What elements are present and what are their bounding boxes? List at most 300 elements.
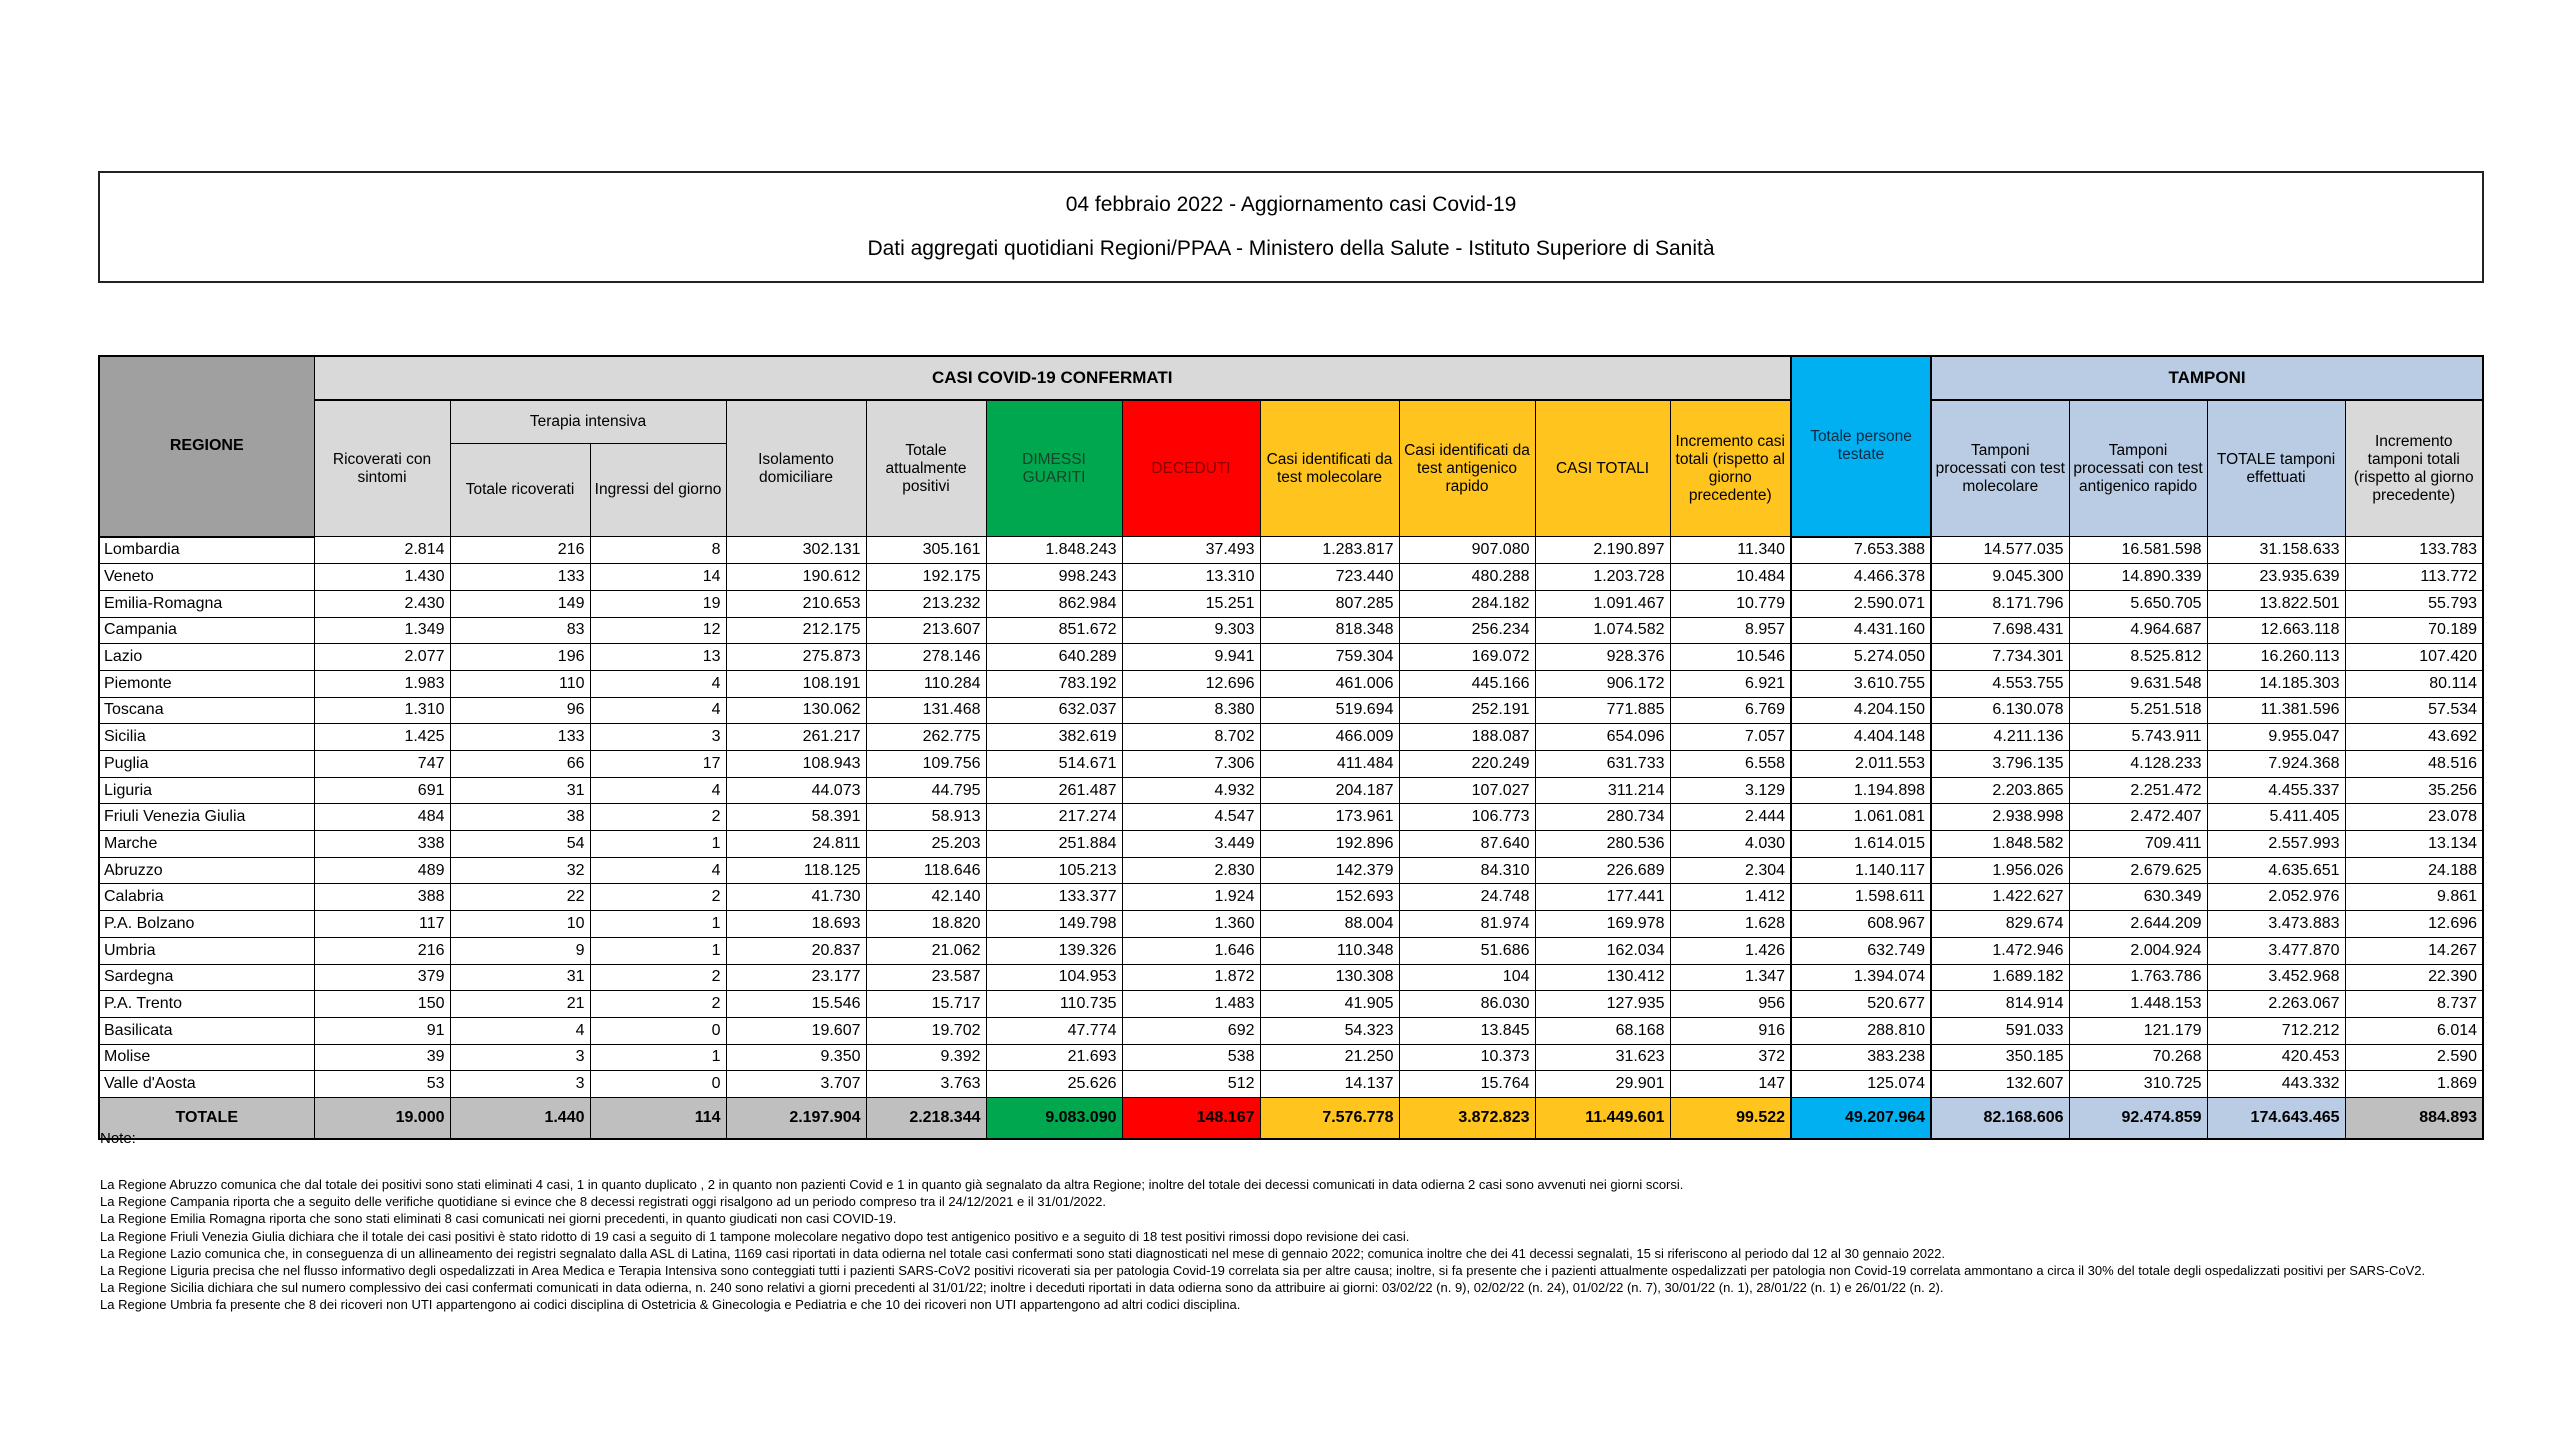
value-cell: 379 [314, 964, 450, 991]
value-cell: 55.793 [2345, 590, 2483, 617]
total-value-cell: 2.218.344 [866, 1097, 986, 1139]
page-subtitle: Dati aggregati quotidiani Regioni/PPAA - Ministero della Salute - Istituto Superiore di Sanità [867, 237, 1715, 260]
value-cell: 252.191 [1399, 697, 1535, 724]
value-cell: 288.810 [1791, 1017, 1931, 1044]
value-cell: 0 [590, 1017, 726, 1044]
value-cell: 84.310 [1399, 857, 1535, 884]
value-cell: 188.087 [1399, 724, 1535, 751]
value-cell: 278.146 [866, 644, 986, 671]
value-cell: 302.131 [726, 537, 866, 564]
column-header-attualmente-positivi: Totale attualmente positivi [866, 400, 986, 537]
value-cell: 8.957 [1670, 617, 1791, 644]
value-cell: 9.861 [2345, 884, 2483, 911]
value-cell: 4.635.651 [2207, 857, 2345, 884]
title-box [98, 171, 2484, 283]
table-row [99, 670, 2483, 697]
value-cell: 23.935.639 [2207, 564, 2345, 591]
value-cell: 106.773 [1399, 804, 1535, 831]
region-cell: Veneto [99, 564, 314, 591]
value-cell: 1.412 [1670, 884, 1791, 911]
value-cell: 8.380 [1122, 697, 1260, 724]
total-value-cell: 92.474.859 [2069, 1097, 2207, 1139]
value-cell: 2.472.407 [2069, 804, 2207, 831]
value-cell: 38 [450, 804, 590, 831]
value-cell: 22 [450, 884, 590, 911]
value-cell: 2.644.209 [2069, 911, 2207, 938]
region-cell: Lombardia [99, 537, 314, 564]
table-row [99, 697, 2483, 724]
value-cell: 783.192 [986, 670, 1122, 697]
value-cell: 9.631.548 [2069, 670, 2207, 697]
value-cell: 31.623 [1535, 1044, 1670, 1071]
value-cell: 5.251.518 [2069, 697, 2207, 724]
value-cell: 519.694 [1260, 697, 1399, 724]
value-cell: 338 [314, 831, 450, 858]
value-cell: 1.310 [314, 697, 450, 724]
value-cell: 133.783 [2345, 537, 2483, 564]
value-cell: 149 [450, 590, 590, 617]
value-cell: 591.033 [1931, 1017, 2069, 1044]
value-cell: 383.238 [1791, 1044, 1931, 1071]
value-cell: 16.260.113 [2207, 644, 2345, 671]
value-cell: 10.484 [1670, 564, 1791, 591]
value-cell: 829.674 [1931, 911, 2069, 938]
value-cell: 14.185.303 [2207, 670, 2345, 697]
value-cell: 1.646 [1122, 937, 1260, 964]
value-cell: 130.412 [1535, 964, 1670, 991]
value-cell: 23.587 [866, 964, 986, 991]
value-cell: 1.203.728 [1535, 564, 1670, 591]
value-cell: 21.062 [866, 937, 986, 964]
value-cell: 10.779 [1670, 590, 1791, 617]
value-cell: 1.347 [1670, 964, 1791, 991]
value-cell: 125.074 [1791, 1071, 1931, 1098]
value-cell: 96 [450, 697, 590, 724]
value-cell: 372 [1670, 1044, 1791, 1071]
value-cell: 212.175 [726, 617, 866, 644]
value-cell: 117 [314, 911, 450, 938]
note-line: La Regione Umbria fa presente che 8 dei ricoveri non UTI appartengono ai codici disciplina di Ostetricia & Ginecologia e Pediatria e che 10 dei ricoveri non UTI appartengono ad altri codici disciplina. [100, 1297, 1241, 1313]
value-cell: 10.373 [1399, 1044, 1535, 1071]
value-cell: 6.130.078 [1931, 697, 2069, 724]
value-cell: 53 [314, 1071, 450, 1098]
value-cell: 13.822.501 [2207, 590, 2345, 617]
value-cell: 149.798 [986, 911, 1122, 938]
value-cell: 814.914 [1931, 991, 2069, 1018]
region-cell: Toscana [99, 697, 314, 724]
value-cell: 13.134 [2345, 831, 2483, 858]
value-cell: 3 [450, 1044, 590, 1071]
value-cell: 538 [1122, 1044, 1260, 1071]
value-cell: 280.734 [1535, 804, 1670, 831]
value-cell: 32 [450, 857, 590, 884]
value-cell: 130.308 [1260, 964, 1399, 991]
note-line: La Regione Lazio comunica che, in conseguenza di un allineamento dei registri segnalato dalla ASL di Latina, 1169 casi riportati in data odierna nel totale casi confermati sono stati diagnosticati nel mese di gennaio 2022; comunica inoltre che dei 41 decessi segnalati, 15 si riferiscono al periodo dal 12 al 30 gennaio 2022. [100, 1245, 1946, 1261]
value-cell: 14.137 [1260, 1071, 1399, 1098]
table-row [99, 804, 2483, 831]
value-cell: 6.014 [2345, 1017, 2483, 1044]
value-cell: 484 [314, 804, 450, 831]
value-cell: 709.411 [2069, 831, 2207, 858]
value-cell: 2 [590, 804, 726, 831]
value-cell: 118.646 [866, 857, 986, 884]
value-cell: 2.251.472 [2069, 777, 2207, 804]
value-cell: 747 [314, 751, 450, 778]
value-cell: 9.941 [1122, 644, 1260, 671]
value-cell: 4.404.148 [1791, 724, 1931, 751]
value-cell: 514.671 [986, 751, 1122, 778]
value-cell: 512 [1122, 1071, 1260, 1098]
value-cell: 17 [590, 751, 726, 778]
value-cell: 8.737 [2345, 991, 2483, 1018]
value-cell: 4 [590, 670, 726, 697]
value-cell: 88.004 [1260, 911, 1399, 938]
value-cell: 2.430 [314, 590, 450, 617]
value-cell: 12.663.118 [2207, 617, 2345, 644]
total-value-cell: 99.522 [1670, 1097, 1791, 1139]
value-cell: 1.426 [1670, 937, 1791, 964]
value-cell: 2.938.998 [1931, 804, 2069, 831]
value-cell: 217.274 [986, 804, 1122, 831]
column-header-regione: REGIONE [99, 356, 314, 537]
value-cell: 0 [590, 1071, 726, 1098]
value-cell: 8.171.796 [1931, 590, 2069, 617]
value-cell: 58.913 [866, 804, 986, 831]
value-cell: 25.626 [986, 1071, 1122, 1098]
value-cell: 107.420 [2345, 644, 2483, 671]
note-line: La Regione Abruzzo comunica che dal totale dei positivi sono stati eliminati 4 casi, 1 in quanto duplicato , 2 in quanto non pazienti Covid e 1 in quanto già segnalato da altra Regione; inoltre del totale dei decessi comunicati in data odierna 2 casi sono avvenuti nei giorni scorsi. [100, 1177, 1684, 1192]
value-cell: 262.775 [866, 724, 986, 751]
total-value-cell: 11.449.601 [1535, 1097, 1670, 1139]
total-value-cell: 49.207.964 [1791, 1097, 1931, 1139]
value-cell: 461.006 [1260, 670, 1399, 697]
value-cell: 169.072 [1399, 644, 1535, 671]
value-cell: 121.179 [2069, 1017, 2207, 1044]
value-cell: 712.212 [2207, 1017, 2345, 1044]
value-cell: 190.612 [726, 564, 866, 591]
value-cell: 105.213 [986, 857, 1122, 884]
value-cell: 5.650.705 [2069, 590, 2207, 617]
value-cell: 608.967 [1791, 911, 1931, 938]
value-cell: 1.349 [314, 617, 450, 644]
band-casi-confermati: CASI COVID-19 CONFERMATI [314, 356, 1791, 400]
value-cell: 104.953 [986, 964, 1122, 991]
value-cell: 213.232 [866, 590, 986, 617]
value-cell: 916 [1670, 1017, 1791, 1044]
value-cell: 2.590.071 [1791, 590, 1931, 617]
value-cell: 1.924 [1122, 884, 1260, 911]
value-cell: 133 [450, 564, 590, 591]
column-header-tamponi-antigenico: Tamponi processati con test antigenico rapido [2069, 400, 2207, 537]
column-header-terapia-ingressi: Ingressi del giorno [590, 444, 726, 537]
value-cell: 11.381.596 [2207, 697, 2345, 724]
value-cell: 130.062 [726, 697, 866, 724]
value-cell: 147 [1670, 1071, 1791, 1098]
table-row [99, 537, 2483, 564]
value-cell: 1.872 [1122, 964, 1260, 991]
value-cell: 48.516 [2345, 751, 2483, 778]
value-cell: 9.955.047 [2207, 724, 2345, 751]
value-cell: 3.796.135 [1931, 751, 2069, 778]
value-cell: 104 [1399, 964, 1535, 991]
value-cell: 1.360 [1122, 911, 1260, 938]
value-cell: 1.848.582 [1931, 831, 2069, 858]
value-cell: 2 [590, 964, 726, 991]
value-cell: 2.203.865 [1931, 777, 2069, 804]
column-header-ricoverati-sintomi: Ricoverati con sintomi [314, 400, 450, 537]
value-cell: 7.653.388 [1791, 537, 1931, 564]
value-cell: 818.348 [1260, 617, 1399, 644]
value-cell: 280.536 [1535, 831, 1670, 858]
value-cell: 4.932 [1122, 777, 1260, 804]
value-cell: 54 [450, 831, 590, 858]
note-line: La Regione Friuli Venezia Giulia dichiara che il totale dei casi positivi è stato ridotto di 19 casi a seguito di 1 tampone molecolare negativo dopo test antigenico positivo e a seguito di 18 test positivi rimossi dopo revisione dei casi. [100, 1228, 1410, 1244]
value-cell: 31.158.633 [2207, 537, 2345, 564]
value-cell: 24.188 [2345, 857, 2483, 884]
column-header-tamponi-totale: TOTALE tamponi effettuati [2207, 400, 2345, 537]
value-cell: 3.477.870 [2207, 937, 2345, 964]
group-header-terapia-intensiva: Terapia intensiva [450, 400, 726, 444]
region-cell: Lazio [99, 644, 314, 671]
value-cell: 2.052.976 [2207, 884, 2345, 911]
table-row [99, 1044, 2483, 1071]
value-cell: 108.191 [726, 670, 866, 697]
value-cell: 9.303 [1122, 617, 1260, 644]
value-cell: 851.672 [986, 617, 1122, 644]
value-cell: 1.448.153 [2069, 991, 2207, 1018]
value-cell: 2.304 [1670, 857, 1791, 884]
value-cell: 1.598.611 [1791, 884, 1931, 911]
value-cell: 150 [314, 991, 450, 1018]
value-cell: 2.814 [314, 537, 450, 564]
value-cell: 37.493 [1122, 537, 1260, 564]
value-cell: 23.078 [2345, 804, 2483, 831]
table-row [99, 857, 2483, 884]
value-cell: 25.203 [866, 831, 986, 858]
value-cell: 1.628 [1670, 911, 1791, 938]
region-cell: Molise [99, 1044, 314, 1071]
value-cell: 11.340 [1670, 537, 1791, 564]
value-cell: 466.009 [1260, 724, 1399, 751]
value-cell: 7.734.301 [1931, 644, 2069, 671]
region-cell: Basilicata [99, 1017, 314, 1044]
value-cell: 8.525.812 [2069, 644, 2207, 671]
value-cell: 35.256 [2345, 777, 2483, 804]
value-cell: 928.376 [1535, 644, 1670, 671]
value-cell: 6.769 [1670, 697, 1791, 724]
value-cell: 489 [314, 857, 450, 884]
region-cell: Calabria [99, 884, 314, 911]
total-value-cell: 3.872.823 [1399, 1097, 1535, 1139]
value-cell: 12.696 [2345, 911, 2483, 938]
value-cell: 723.440 [1260, 564, 1399, 591]
value-cell: 12 [590, 617, 726, 644]
value-cell: 2.190.897 [1535, 537, 1670, 564]
total-value-cell: 82.168.606 [1931, 1097, 2069, 1139]
value-cell: 1.483 [1122, 991, 1260, 1018]
column-header-tamponi-molecolare: Tamponi processati con test molecolare [1931, 400, 2069, 537]
table-row [99, 964, 2483, 991]
value-cell: 2.444 [1670, 804, 1791, 831]
value-cell: 192.896 [1260, 831, 1399, 858]
value-cell: 7.057 [1670, 724, 1791, 751]
value-cell: 21.693 [986, 1044, 1122, 1071]
value-cell: 251.884 [986, 831, 1122, 858]
total-value-cell: 7.576.778 [1260, 1097, 1399, 1139]
value-cell: 41.905 [1260, 991, 1399, 1018]
value-cell: 261.217 [726, 724, 866, 751]
table-row [99, 991, 2483, 1018]
value-cell: 1.091.467 [1535, 590, 1670, 617]
value-cell: 20.837 [726, 937, 866, 964]
value-cell: 9.045.300 [1931, 564, 2069, 591]
value-cell: 382.619 [986, 724, 1122, 751]
total-value-cell: 114 [590, 1097, 726, 1139]
region-cell: P.A. Trento [99, 991, 314, 1018]
value-cell: 54.323 [1260, 1017, 1399, 1044]
value-cell: 142.379 [1260, 857, 1399, 884]
total-value-cell: 148.167 [1122, 1097, 1260, 1139]
value-cell: 19.702 [866, 1017, 986, 1044]
value-cell: 350.185 [1931, 1044, 2069, 1071]
value-cell: 4.455.337 [2207, 777, 2345, 804]
value-cell: 445.166 [1399, 670, 1535, 697]
value-cell: 1.869 [2345, 1071, 2483, 1098]
note-line: La Regione Emilia Romagna riporta che sono stati eliminati 8 casi comunicati nei giorni precedenti, in quanto giudicati non casi COVID-19. [100, 1211, 897, 1227]
table-row [99, 911, 2483, 938]
value-cell: 4.128.233 [2069, 751, 2207, 778]
value-cell: 4 [450, 1017, 590, 1044]
value-cell: 213.607 [866, 617, 986, 644]
value-cell: 173.961 [1260, 804, 1399, 831]
value-cell: 2.011.553 [1791, 751, 1931, 778]
table-body [99, 537, 2483, 1139]
value-cell: 204.187 [1260, 777, 1399, 804]
value-cell: 640.289 [986, 644, 1122, 671]
note-line: La Regione Sicilia dichiara che sul numero complessivo dei casi confermati comunicati in data odierna, n. 240 sono relativi a giorni precedenti al 31/01/22; inoltre i deceduti riportati in data odierna sono da attribuire ai giorni: 03/02/22 (n. 9), 02/02/22 (n. 24), 01/02/22 (n. 7), 30/01/22 (n. 1), 28/01/22 (n. 1) e 26/01/22 (n. 2). [100, 1280, 1944, 1296]
value-cell: 10.546 [1670, 644, 1791, 671]
value-cell: 3.452.968 [2207, 964, 2345, 991]
value-cell: 4.204.150 [1791, 697, 1931, 724]
column-header-dimessi-guariti: DIMESSI GUARITI [986, 400, 1122, 537]
value-cell: 216 [450, 537, 590, 564]
value-cell: 14.267 [2345, 937, 2483, 964]
value-cell: 1.689.182 [1931, 964, 2069, 991]
value-cell: 1.283.817 [1260, 537, 1399, 564]
value-cell: 9.392 [866, 1044, 986, 1071]
table-row [99, 724, 2483, 751]
value-cell: 862.984 [986, 590, 1122, 617]
value-cell: 807.285 [1260, 590, 1399, 617]
value-cell: 3.610.755 [1791, 670, 1931, 697]
value-cell: 2.077 [314, 644, 450, 671]
region-cell: P.A. Bolzano [99, 911, 314, 938]
value-cell: 220.249 [1399, 751, 1535, 778]
value-cell: 1.140.117 [1791, 857, 1931, 884]
value-cell: 3.473.883 [2207, 911, 2345, 938]
value-cell: 6.558 [1670, 751, 1791, 778]
value-cell: 131.468 [866, 697, 986, 724]
column-header-casi-totali: CASI TOTALI [1535, 400, 1670, 537]
value-cell: 4.964.687 [2069, 617, 2207, 644]
value-cell: 632.037 [986, 697, 1122, 724]
value-cell: 15.764 [1399, 1071, 1535, 1098]
value-cell: 1.848.243 [986, 537, 1122, 564]
value-cell: 1.074.582 [1535, 617, 1670, 644]
value-cell: 14 [590, 564, 726, 591]
value-cell: 86.030 [1399, 991, 1535, 1018]
region-cell: Campania [99, 617, 314, 644]
table-row [99, 617, 2483, 644]
value-cell: 139.326 [986, 937, 1122, 964]
table-row [99, 564, 2483, 591]
value-cell: 654.096 [1535, 724, 1670, 751]
value-cell: 51.686 [1399, 937, 1535, 964]
value-cell: 480.288 [1399, 564, 1535, 591]
value-cell: 110.284 [866, 670, 986, 697]
value-cell: 110.735 [986, 991, 1122, 1018]
value-cell: 152.693 [1260, 884, 1399, 911]
value-cell: 13.310 [1122, 564, 1260, 591]
value-cell: 10 [450, 911, 590, 938]
region-cell: Piemonte [99, 670, 314, 697]
value-cell: 906.172 [1535, 670, 1670, 697]
value-cell: 256.234 [1399, 617, 1535, 644]
value-cell: 169.978 [1535, 911, 1670, 938]
value-cell: 5.743.911 [2069, 724, 2207, 751]
total-value-cell: 1.440 [450, 1097, 590, 1139]
column-header-incremento-tamponi: Incremento tamponi totali (rispetto al giorno precedente) [2345, 400, 2483, 537]
region-cell: Puglia [99, 751, 314, 778]
value-cell: 14.890.339 [2069, 564, 2207, 591]
value-cell: 127.935 [1535, 991, 1670, 1018]
value-cell: 7.924.368 [2207, 751, 2345, 778]
value-cell: 47.774 [986, 1017, 1122, 1044]
value-cell: 631.733 [1535, 751, 1670, 778]
column-header-deceduti: DECEDUTI [1122, 400, 1260, 537]
value-cell: 3.129 [1670, 777, 1791, 804]
value-cell: 14.577.035 [1931, 537, 2069, 564]
total-value-cell: 174.643.465 [2207, 1097, 2345, 1139]
value-cell: 1 [590, 911, 726, 938]
value-cell: 4.030 [1670, 831, 1791, 858]
value-cell: 411.484 [1260, 751, 1399, 778]
value-cell: 44.073 [726, 777, 866, 804]
value-cell: 118.125 [726, 857, 866, 884]
value-cell: 91 [314, 1017, 450, 1044]
notes-heading: Note: [100, 1130, 136, 1147]
value-cell: 7.306 [1122, 751, 1260, 778]
value-cell: 691 [314, 777, 450, 804]
value-cell: 1 [590, 937, 726, 964]
value-cell: 4.547 [1122, 804, 1260, 831]
value-cell: 24.811 [726, 831, 866, 858]
value-cell: 4.553.755 [1931, 670, 2069, 697]
table-row [99, 644, 2483, 671]
value-cell: 2.590 [2345, 1044, 2483, 1071]
value-cell: 2 [590, 884, 726, 911]
table-row [99, 884, 2483, 911]
region-cell: Emilia-Romagna [99, 590, 314, 617]
covid-data-table [98, 355, 2484, 1140]
value-cell: 1.061.081 [1791, 804, 1931, 831]
value-cell: 216 [314, 937, 450, 964]
value-cell: 23.177 [726, 964, 866, 991]
value-cell: 632.749 [1791, 937, 1931, 964]
band-tamponi: TAMPONI [1931, 356, 2483, 400]
value-cell: 4.466.378 [1791, 564, 1931, 591]
column-header-incremento-casi: Incremento casi totali (rispetto al giorno precedente) [1670, 400, 1791, 537]
